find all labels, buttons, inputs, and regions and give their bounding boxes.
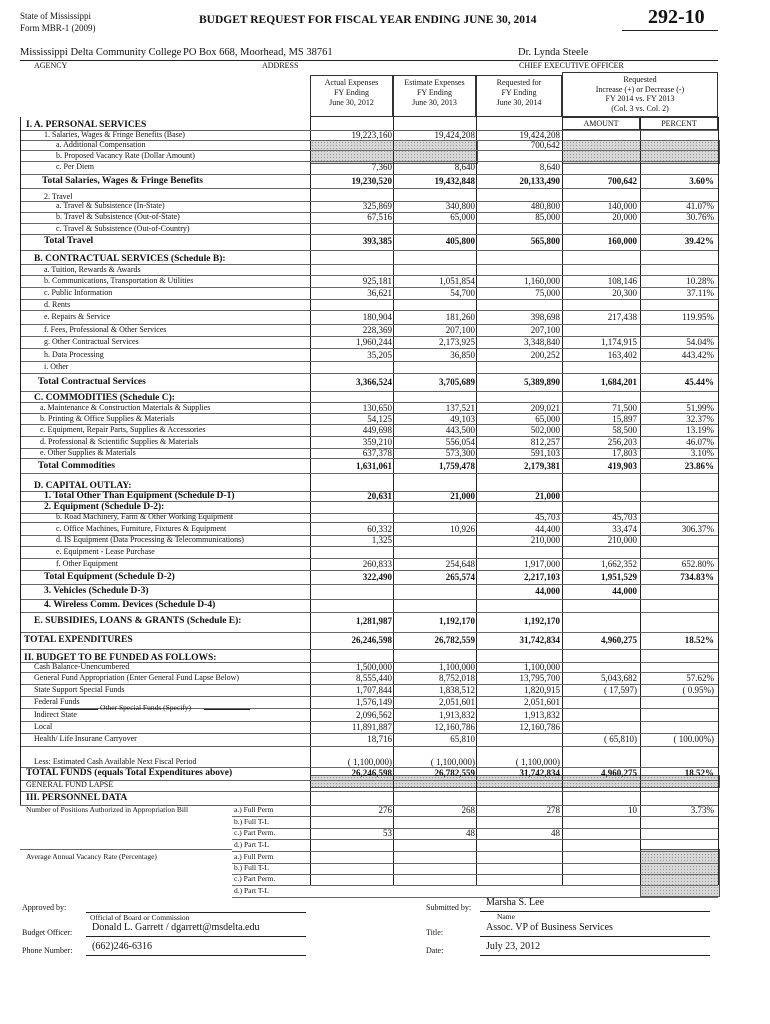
row-label: Total Travel: [44, 236, 94, 246]
row-rule: [20, 310, 718, 311]
cell-actual: 1,960,244: [356, 337, 392, 347]
cell-requested: 13,795,700: [519, 673, 560, 683]
cell-amount: 58,500: [612, 425, 637, 435]
row-label: 2. Travel: [44, 192, 73, 201]
form-number: 292-10: [648, 6, 705, 28]
other-special-funds-label: Other Special Funds (Specify): [100, 703, 192, 712]
row-label: d. Rents: [44, 300, 71, 309]
cell-actual: 322,490: [362, 572, 392, 582]
cell-actual: 449,698: [362, 425, 392, 435]
cell-estimate: 1,192,170: [439, 616, 475, 626]
cell-requested: 85,000: [535, 212, 560, 222]
cell-percent: ( 0.95%): [682, 685, 714, 695]
grid-vertical-line: [718, 117, 719, 885]
cell-actual: 19,230,520: [351, 176, 392, 186]
full-perm-requested: 278: [546, 805, 560, 815]
cell-estimate: 54,700: [450, 288, 475, 298]
part-perm-actual: 53: [383, 828, 392, 838]
cell-requested: 65,000: [535, 414, 560, 424]
cell-actual: 7,360: [371, 162, 392, 172]
cell-requested: 2,179,381: [524, 461, 560, 471]
personnel-sublabel: d.) Part T-L: [234, 840, 269, 849]
row-label: Total Contractual Services: [38, 377, 146, 387]
row-label: General Fund Appropriation (Enter General Fund Lapse Below): [34, 673, 240, 682]
cell-estimate: 181,260: [445, 312, 475, 322]
row-label: i. Other: [44, 362, 69, 371]
row-rule: [20, 632, 718, 633]
row-label: e. Other Supplies & Materials: [40, 448, 136, 457]
cell-percent: 51.99%: [686, 403, 714, 413]
personnel-sublabel: d.) Part T-L: [234, 886, 269, 895]
row-label: b. Travel & Subsistence (Out-of-State): [56, 212, 180, 221]
row-label: Total Equipment (Schedule D-2): [44, 572, 175, 582]
cell-percent: 13.19%: [686, 425, 714, 435]
cell-estimate: 19,424,208: [434, 130, 475, 140]
cell-requested: 19,424,208: [519, 130, 560, 140]
row-label: GENERAL FUND LAPSE: [26, 780, 114, 789]
cell-estimate: 443,500: [445, 425, 475, 435]
row-label: State Support Special Funds: [34, 685, 125, 694]
cell-percent: 10.28%: [686, 276, 714, 286]
name-note: Name: [497, 912, 515, 921]
cell-actual: 1,576,149: [356, 697, 392, 707]
cell-requested: 700,642: [530, 140, 560, 150]
submitted-by-label: Submitted by:: [426, 903, 472, 912]
personnel-sublabel: c.) Part Perm.: [234, 828, 276, 837]
cell-estimate: 21,000: [450, 491, 475, 501]
cell-estimate: 207,100: [445, 325, 475, 335]
row-rule: [20, 188, 718, 189]
cell-percent: 18.52%: [684, 635, 714, 645]
row-rule: [232, 851, 718, 852]
row-label: b. Communications, Transportation & Utilities: [44, 276, 194, 285]
cell-requested: 1,820,915: [524, 685, 560, 695]
phone-value: (662)246-6316: [92, 941, 152, 952]
chief-officer: Dr. Lynda Steele: [518, 47, 589, 58]
cell-actual: 359,210: [362, 437, 392, 447]
row-rule: [20, 373, 718, 374]
cell-requested: 75,000: [535, 288, 560, 298]
cell-estimate: 1,913,832: [439, 710, 475, 720]
row-label: d. Professional & Scientific Supplies & Materials: [40, 437, 199, 446]
row-rule: [232, 816, 718, 817]
officer-label: CHIEF EXECUTIVE OFFICER: [519, 61, 624, 70]
cell-percent: 443.42%: [681, 350, 714, 360]
cell-percent: 45.44%: [684, 377, 714, 387]
cell-amount: 108,146: [607, 276, 637, 286]
cell-estimate: 49,103: [450, 414, 475, 424]
cell-actual: 67,516: [367, 212, 392, 222]
cell-actual: 18,716: [367, 734, 392, 744]
cell-percent: 3.10%: [690, 448, 714, 458]
cell-actual: 1,500,000: [356, 662, 392, 672]
row-rule: [20, 584, 718, 585]
cell-percent: 32.37%: [686, 414, 714, 424]
row-label: 1. Salaries, Wages & Fringe Benefits (Base): [44, 130, 185, 139]
agency-address: PO Box 668, Moorhead, MS 38761: [183, 47, 333, 58]
row-label: B. CONTRACTUAL SERVICES (Schedule B):: [34, 254, 226, 264]
row-label: Federal Funds: [34, 697, 80, 706]
cell-amount: 45,703: [612, 512, 637, 522]
cell-amount: 20,000: [612, 212, 637, 222]
cell-percent: 30.76%: [686, 212, 714, 222]
row-label: Less: Estimated Cash Available Next Fiscal Period: [34, 757, 197, 766]
cell-percent: ( 100.00%): [673, 734, 714, 744]
cell-estimate: 340,800: [445, 201, 475, 211]
row-rule: [20, 250, 718, 251]
row-label: 3. Vehicles (Schedule D-3): [44, 586, 149, 596]
cell-amount: 1,174,915: [601, 337, 637, 347]
row-label: 4. Wireless Comm. Devices (Schedule D-4): [44, 600, 216, 610]
cell-requested: 1,913,832: [524, 710, 560, 720]
cell-actual: 325,869: [362, 201, 392, 211]
row-label: h. Data Processing: [44, 350, 104, 359]
positions-authorized-label: Number of Positions Authorized in Appropriation Bill: [26, 805, 189, 814]
cell-actual: 54,125: [367, 414, 392, 424]
row-label: II. BUDGET TO BE FUNDED AS FOLLOWS:: [24, 653, 217, 663]
cell-requested: 812,257: [530, 437, 560, 447]
row-label: b. Proposed Vacancy Rate (Dollar Amount): [56, 151, 195, 160]
cell-requested: 44,000: [535, 586, 560, 596]
cell-percent: 18.52%: [684, 768, 714, 778]
state-label: State of Mississippi: [20, 11, 92, 21]
cell-requested: 1,192,170: [524, 616, 560, 626]
cell-estimate: 12,160,786: [434, 722, 475, 732]
cell-requested: 398,698: [530, 312, 560, 322]
cell-requested: 591,103: [530, 448, 560, 458]
budget-officer-value: Donald L. Garrett / dgarrett@msdelta.edu: [92, 922, 260, 933]
cell-estimate: 1,838,512: [439, 685, 475, 695]
cell-percent: 23.86%: [684, 461, 714, 471]
cell-amount: 700,642: [607, 176, 637, 186]
row-label: Total Commodities: [38, 461, 115, 471]
full-perm-estimate: 268: [461, 805, 475, 815]
agency-name: Mississippi Delta Community College: [20, 47, 182, 58]
cell-requested: 5,389,890: [524, 377, 560, 387]
cell-requested: 21,000: [535, 491, 560, 501]
cell-estimate: 1,759,478: [439, 461, 475, 471]
cell-actual: 26,246,598: [351, 768, 392, 778]
cell-amount: 4,960,275: [601, 635, 637, 645]
cell-estimate: 3,705,689: [439, 377, 475, 387]
row-label: D. CAPITAL OUTLAY:: [34, 481, 132, 491]
row-rule: [20, 174, 718, 175]
cell-estimate: 265,574: [445, 572, 475, 582]
cell-requested: 209,021: [530, 403, 560, 413]
personnel-sublabel: b.) Full T-L: [234, 817, 269, 826]
row-label: c. Per Diem: [56, 162, 94, 171]
cell-actual: 180,904: [362, 312, 392, 322]
cell-requested: 3,348,840: [524, 337, 560, 347]
row-label: TOTAL EXPENDITURES: [24, 635, 133, 645]
cell-amount: 20,300: [612, 288, 637, 298]
row-rule: [20, 473, 718, 474]
cell-estimate: 2,173,925: [439, 337, 475, 347]
row-rule: [20, 570, 718, 571]
personnel-sublabel: c.) Part Perm.: [234, 874, 276, 883]
cell-actual: 3,366,524: [356, 377, 392, 387]
row-rule: [232, 863, 718, 864]
title-value: Assoc. VP of Business Services: [486, 922, 613, 933]
row-label: a. Tuition, Rewards & Awards: [44, 265, 141, 274]
cell-amount: 256,203: [607, 437, 637, 447]
cell-percent: 39.42%: [684, 236, 714, 246]
column-header-requested: Requested for FY Ending June 30, 2014: [476, 75, 562, 117]
row-label: III. PERSONNEL DATA: [26, 793, 128, 803]
row-label: TOTAL FUNDS (equals Total Expenditures above): [26, 768, 233, 778]
cell-requested: 45,703: [535, 512, 560, 522]
row-label: c. Equipment, Repair Parts, Supplies & Accessories: [40, 425, 206, 434]
cell-amount: 5,043,682: [601, 673, 637, 683]
cell-actual: 1,631,061: [356, 461, 392, 471]
approved-by-line: [86, 902, 306, 913]
row-label: e. Equipment - Lease Purchase: [56, 547, 155, 556]
cell-amount: ( 17,597): [604, 685, 637, 695]
row-label: Local: [34, 722, 53, 731]
cell-estimate: ( 1,100,000): [430, 757, 475, 767]
column-header-estimate: Estimate Expenses FY Ending June 30, 2013: [393, 75, 476, 117]
cell-actual: 20,631: [367, 491, 392, 501]
full-perm-actual: 276: [378, 805, 392, 815]
row-label: a. Travel & Subsistence (In-State): [56, 201, 165, 210]
row-label: b. Printing & Office Supplies & Materials: [40, 414, 175, 423]
cell-estimate: 8,752,018: [439, 673, 475, 683]
budget-officer-label: Budget Officer:: [22, 928, 73, 937]
cell-actual: 36,621: [367, 288, 392, 298]
row-label: e. Repairs & Service: [44, 312, 111, 321]
cell-requested: 200,252: [530, 350, 560, 360]
row-label: c. Office Machines, Furniture, Fixtures & Equipment: [56, 524, 227, 533]
cell-estimate: 573,300: [445, 448, 475, 458]
vacancy-rate-label: Average Annual Vacancy Rate (Percentage): [26, 852, 157, 861]
cell-amount: 17,803: [612, 448, 637, 458]
cell-requested: 8,640: [539, 162, 560, 172]
row-rule: [20, 391, 718, 392]
cell-estimate: 65,810: [450, 734, 475, 744]
cell-requested: 1,100,000: [524, 662, 560, 672]
cell-estimate: 8,640: [454, 162, 475, 172]
cell-requested: 1,917,000: [524, 559, 560, 569]
row-rule: [20, 746, 718, 747]
row-label: I. A. PERSONAL SERVICES: [26, 120, 147, 130]
column-header-change: Requested Increase (+) or Decrease (-) FY 2014 vs. FY 2013 (Col. 3 vs. Col. 2): [562, 72, 718, 117]
row-label: g. Other Contractual Services: [44, 337, 139, 346]
cell-actual: 26,246,598: [351, 635, 392, 645]
cell-requested: 12,160,786: [519, 722, 560, 732]
row-label: f. Other Equipment: [56, 559, 118, 568]
row-rule: [232, 828, 718, 829]
cell-actual: 35,205: [367, 350, 392, 360]
cell-percent: 41.07%: [686, 201, 714, 211]
cell-actual: 8,555,440: [356, 673, 392, 683]
cell-actual: 1,325: [371, 535, 392, 545]
cell-estimate: 1,051,854: [439, 276, 475, 286]
personnel-sublabel: a.) Full Perm: [234, 852, 274, 861]
row-label: c. Public Information: [44, 288, 113, 297]
row-label: Health/ Life Insurane Carryover: [34, 734, 137, 743]
cell-amount: 1,951,529: [601, 572, 637, 582]
personnel-sublabel: a.) Full Perm: [234, 805, 274, 814]
cell-amount: 140,000: [607, 201, 637, 211]
cell-amount: 419,903: [607, 461, 637, 471]
row-rule: [232, 885, 718, 886]
part-perm-estimate: 48: [466, 828, 475, 838]
row-label: b. Road Machinery, Farm & Other Working Equipment: [56, 512, 234, 521]
row-rule: [20, 234, 718, 235]
cell-estimate: 405,800: [445, 236, 475, 246]
row-rule: [20, 612, 718, 613]
cell-actual: 2,096,562: [356, 710, 392, 720]
cell-amount: 15,897: [612, 414, 637, 424]
row-rule: [20, 361, 718, 362]
cell-actual: 925,181: [362, 276, 392, 286]
cell-percent: 46.07%: [686, 437, 714, 447]
cell-requested: 31,742,834: [519, 768, 560, 778]
row-rule: [20, 780, 718, 781]
date-value: July 23, 2012: [486, 941, 541, 952]
row-label: d. IS Equipment (Data Processing & Telecommunications): [56, 535, 244, 544]
cell-requested: 502,000: [530, 425, 560, 435]
cell-percent: 54.04%: [686, 337, 714, 347]
full-perm-amount: 10: [628, 805, 637, 815]
form-id: Form MBR-1 (2009): [20, 23, 96, 33]
row-rule: [20, 649, 718, 650]
agency-label: AGENCY: [34, 61, 68, 70]
cell-actual: 130,650: [362, 403, 392, 413]
cell-amount: 71,500: [612, 403, 637, 413]
row-rule: [232, 839, 718, 840]
approved-by-label: Approved by:: [22, 903, 67, 912]
cell-estimate: 2,051,601: [439, 697, 475, 707]
cell-amount: 210,000: [607, 535, 637, 545]
cell-percent: 37.11%: [686, 288, 714, 298]
cell-requested: 565,800: [530, 236, 560, 246]
cell-amount: 160,000: [607, 236, 637, 246]
cell-requested: 210,000: [530, 535, 560, 545]
cell-requested: 31,742,834: [519, 635, 560, 645]
cell-estimate: 26,782,559: [434, 635, 475, 645]
cell-actual: 637,378: [362, 448, 392, 458]
row-rule: [20, 791, 718, 792]
cell-estimate: 36,850: [450, 350, 475, 360]
title-label: Title:: [426, 928, 444, 937]
row-rule: [20, 522, 718, 523]
row-label: a. Additional Compensation: [56, 140, 146, 149]
cell-percent: 119.95%: [682, 312, 714, 322]
cell-requested: 44,400: [535, 524, 560, 534]
row-rule: [20, 348, 718, 349]
cell-requested: ( 1,100,000): [515, 757, 560, 767]
date-label: Date:: [426, 946, 444, 955]
row-rule: [20, 458, 718, 459]
cell-amount: 1,662,352: [601, 559, 637, 569]
row-label: C. COMMODITIES (Schedule C):: [34, 393, 175, 403]
cell-amount: 4,960,275: [601, 768, 637, 778]
cell-estimate: 254,648: [445, 559, 475, 569]
cell-actual: 1,281,987: [356, 616, 392, 626]
submitted-by-value: Marsha S. Lee: [486, 897, 545, 908]
cell-percent: 57.62%: [686, 673, 714, 683]
phone-label: Phone Number:: [22, 946, 73, 955]
cell-percent: 306.37%: [681, 524, 714, 534]
address-label: ADDRESS: [262, 61, 299, 70]
cell-amount: ( 65,810): [604, 734, 637, 744]
cell-estimate: 10,926: [450, 524, 475, 534]
cell-amount: 163,402: [607, 350, 637, 360]
part-perm-requested: 48: [551, 828, 560, 838]
cell-actual: 1,707,844: [356, 685, 392, 695]
cell-actual: ( 1,100,000): [347, 757, 392, 767]
cell-estimate: 19,432,848: [434, 176, 475, 186]
cell-amount: 44,000: [612, 586, 637, 596]
cell-estimate: 65,000: [450, 212, 475, 222]
cell-amount: 1,684,201: [601, 377, 637, 387]
row-label: 2. Equipment (Schedule D-2):: [44, 502, 165, 512]
cell-estimate: 137,521: [445, 403, 475, 413]
row-label: Indirect State: [34, 710, 77, 719]
cell-requested: 20,133,490: [519, 176, 560, 186]
row-label: E. SUBSIDIES, LOANS & GRANTS (Schedule E):: [34, 616, 242, 626]
cell-actual: 228,369: [362, 325, 392, 335]
cell-requested: 2,217,103: [524, 572, 560, 582]
cell-requested: 480,800: [530, 201, 560, 211]
cell-percent: 652.80%: [681, 559, 714, 569]
official-note: Official of Board or Commission: [90, 913, 190, 922]
row-label: Cash Balance-Unencumbered: [34, 662, 130, 671]
column-header-percent: PERCENT: [640, 117, 718, 130]
cell-requested: 207,100: [530, 325, 560, 335]
column-header-amount: AMOUNT: [562, 117, 640, 130]
cell-requested: 2,051,601: [524, 697, 560, 707]
row-rule: [232, 874, 718, 875]
shaded-block: [640, 849, 720, 897]
cell-actual: 60,332: [367, 524, 392, 534]
cell-percent: 3.60%: [689, 176, 714, 186]
row-rule: [20, 849, 232, 850]
full-perm-percent: 3.73%: [690, 805, 714, 815]
cell-estimate: 26,782,559: [434, 768, 475, 778]
row-rule: [20, 299, 718, 300]
cell-requested: 1,160,000: [524, 276, 560, 286]
cell-actual: 393,385: [362, 236, 392, 246]
grid-left-line: [20, 117, 21, 805]
row-label: c. Travel & Subsistence (Out-of-Country): [56, 224, 190, 233]
row-label: Total Salaries, Wages & Fringe Benefits: [42, 176, 203, 186]
row-label: 1. Total Other Than Equipment (Schedule D-1): [44, 491, 235, 501]
cell-actual: 11,891,887: [351, 722, 392, 732]
cell-actual: 260,833: [362, 559, 392, 569]
cell-actual: 19,223,160: [351, 130, 392, 140]
personnel-sublabel: b.) Full T-L: [234, 863, 269, 872]
page-title: BUDGET REQUEST FOR FISCAL YEAR ENDING JUNE 30, 2014: [199, 14, 537, 26]
cell-estimate: 556,054: [445, 437, 475, 447]
row-label: a. Maintenance & Construction Materials & Supplies: [40, 403, 211, 412]
cell-percent: 734.83%: [680, 572, 714, 582]
column-header-actual: Actual Expenses FY Ending June 30, 2012: [310, 75, 393, 117]
cell-estimate: 1,100,000: [439, 662, 475, 672]
cell-amount: 33,474: [612, 524, 637, 534]
cell-amount: 217,438: [607, 312, 637, 322]
row-label: f. Fees, Professional & Other Services: [44, 325, 167, 334]
